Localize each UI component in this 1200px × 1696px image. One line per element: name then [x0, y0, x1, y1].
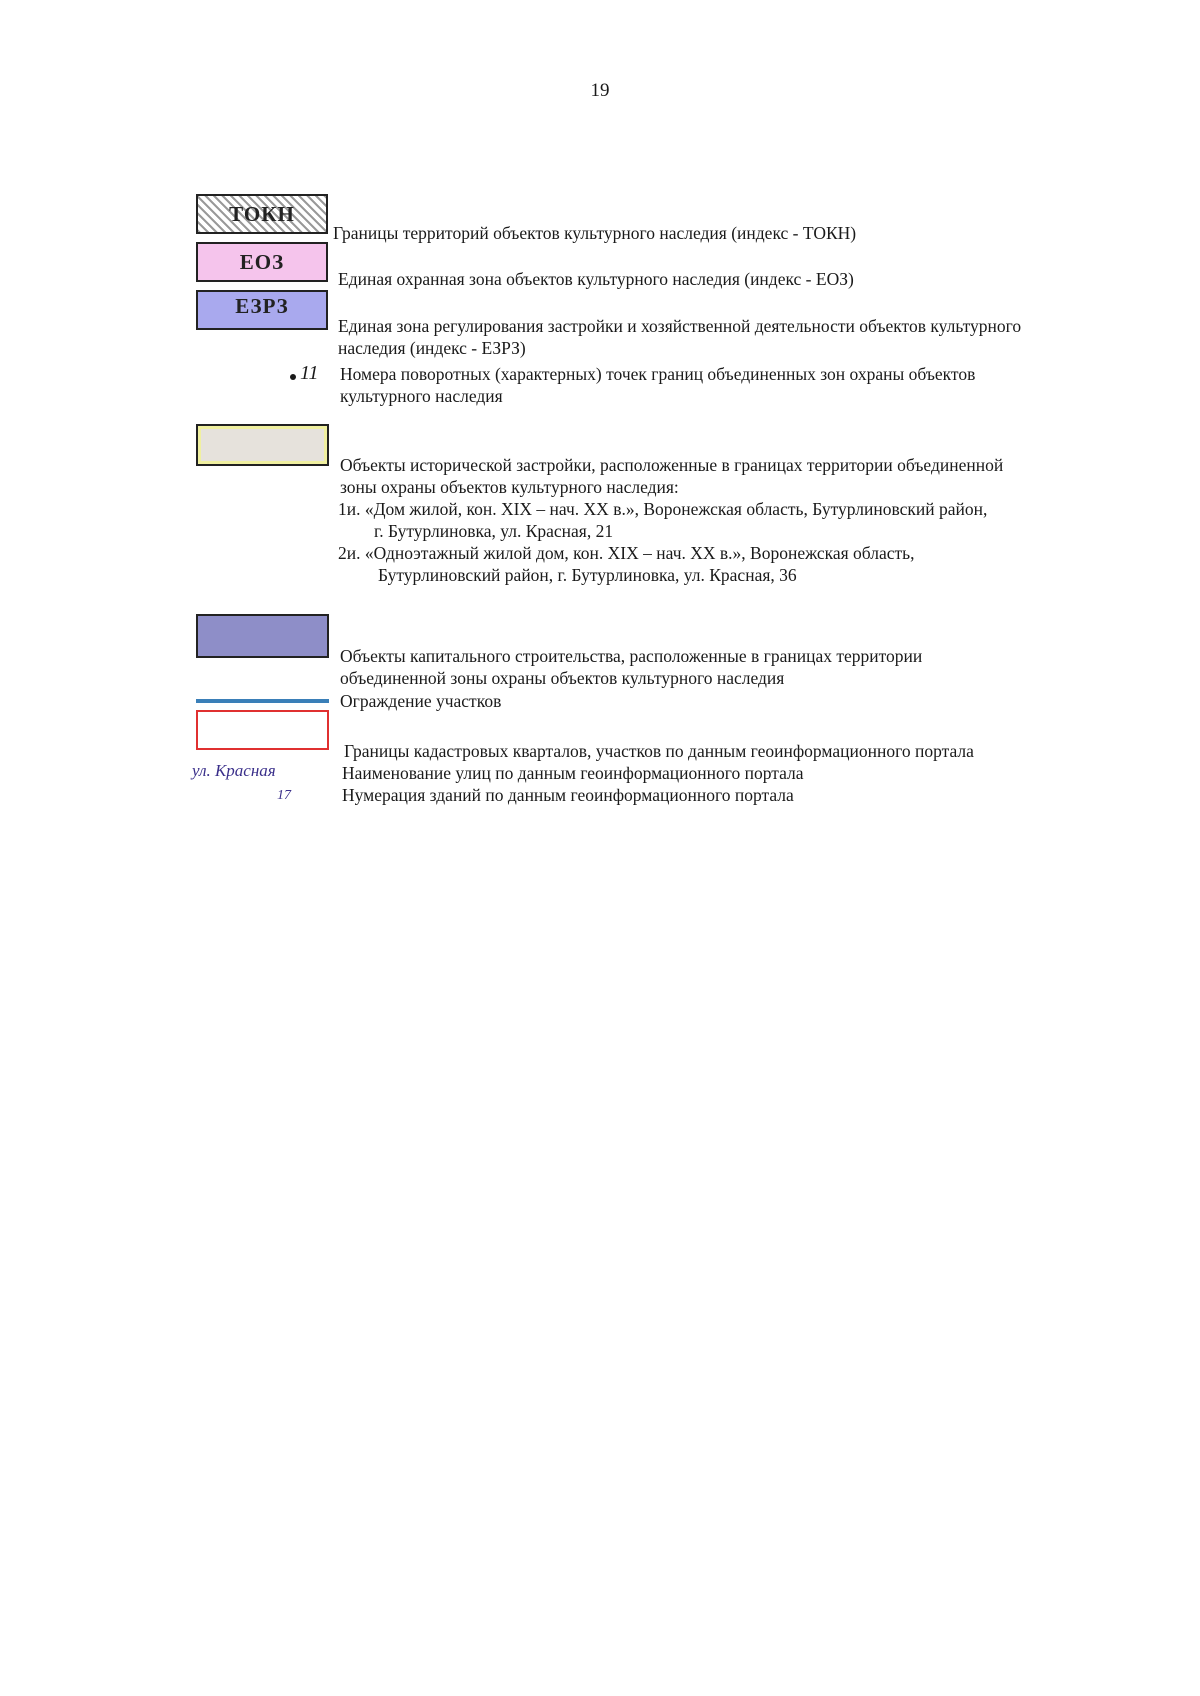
page-number: 19 — [590, 80, 610, 101]
tokn-label: ТОКН — [229, 201, 295, 226]
historic-description-line1: Объекты исторической застройки, расположенные в границах территории объединенной — [340, 455, 1004, 475]
cadastral-symbol — [196, 710, 329, 750]
eoz-symbol — [196, 242, 328, 282]
capital-description-line2: объединенной зоны охраны объектов культурного наследия — [340, 668, 785, 688]
historic-item1-line2: г. Бутурлиновка, ул. Красная, 21 — [374, 521, 614, 541]
historic-item1-line1: 1и. «Дом жилой, кон. XIX – нач. XX в.», Воронежская область, Бутурлиновский район, — [338, 499, 988, 519]
historic-symbol — [196, 424, 329, 466]
tokn-symbol — [196, 194, 328, 234]
historic-item2-line1: 2и. «Одноэтажный жилой дом, кон. XIX – нач. XX в.», Воронежская область, — [338, 543, 915, 563]
historic-item2-line2: Бутурлиновский район, г. Бутурлиновка, ул. Красная, 36 — [378, 565, 797, 585]
ezrz-description-line1: Единая зона регулирования застройки и хозяйственной деятельности объектов культурного — [338, 316, 1022, 336]
capital-description — [340, 645, 922, 689]
ezrz-label: ЕЗРЗ — [235, 293, 289, 318]
ezrz-symbol — [196, 290, 328, 330]
building-number-label: 17 — [277, 788, 291, 803]
capital-description-line1: Объекты капитального строительства, расположенные в границах территории — [340, 646, 923, 666]
buildings-description: Нумерация зданий по данным геоинформационного портала — [342, 785, 794, 805]
point-marker — [290, 374, 296, 380]
point-label: 11 — [300, 362, 319, 384]
capital-symbol — [196, 614, 329, 658]
eoz-description: Единая охранная зона объектов культурного наследия (индекс - ЕОЗ) — [338, 269, 854, 289]
points-description-line1: Номера поворотных (характерных) точек границ объединенных зон охраны объектов — [340, 364, 976, 384]
ezrz-description-line2: наследия (индекс - ЕЗРЗ) — [338, 338, 526, 358]
eoz-label: ЕОЗ — [239, 249, 285, 274]
street-label: ул. Красная — [192, 761, 276, 780]
fence-description: Ограждение участков — [340, 691, 502, 711]
cadastral-description: Границы кадастровых кварталов, участков по данным геоинформационного портала — [344, 741, 974, 761]
historic-description-line2: зоны охраны объектов культурного наследия: — [340, 477, 679, 497]
historic-fill — [201, 429, 324, 461]
ezrz-description — [338, 315, 1021, 359]
fence-line — [196, 699, 329, 703]
tokn-description: Границы территорий объектов культурного наследия (индекс - ТОКН) — [333, 223, 857, 243]
points-description-line2: культурного наследия — [340, 386, 503, 406]
historic-description — [340, 454, 1003, 586]
points-description — [340, 363, 975, 407]
streets-description: Наименование улиц по данным геоинформационного портала — [342, 763, 804, 783]
